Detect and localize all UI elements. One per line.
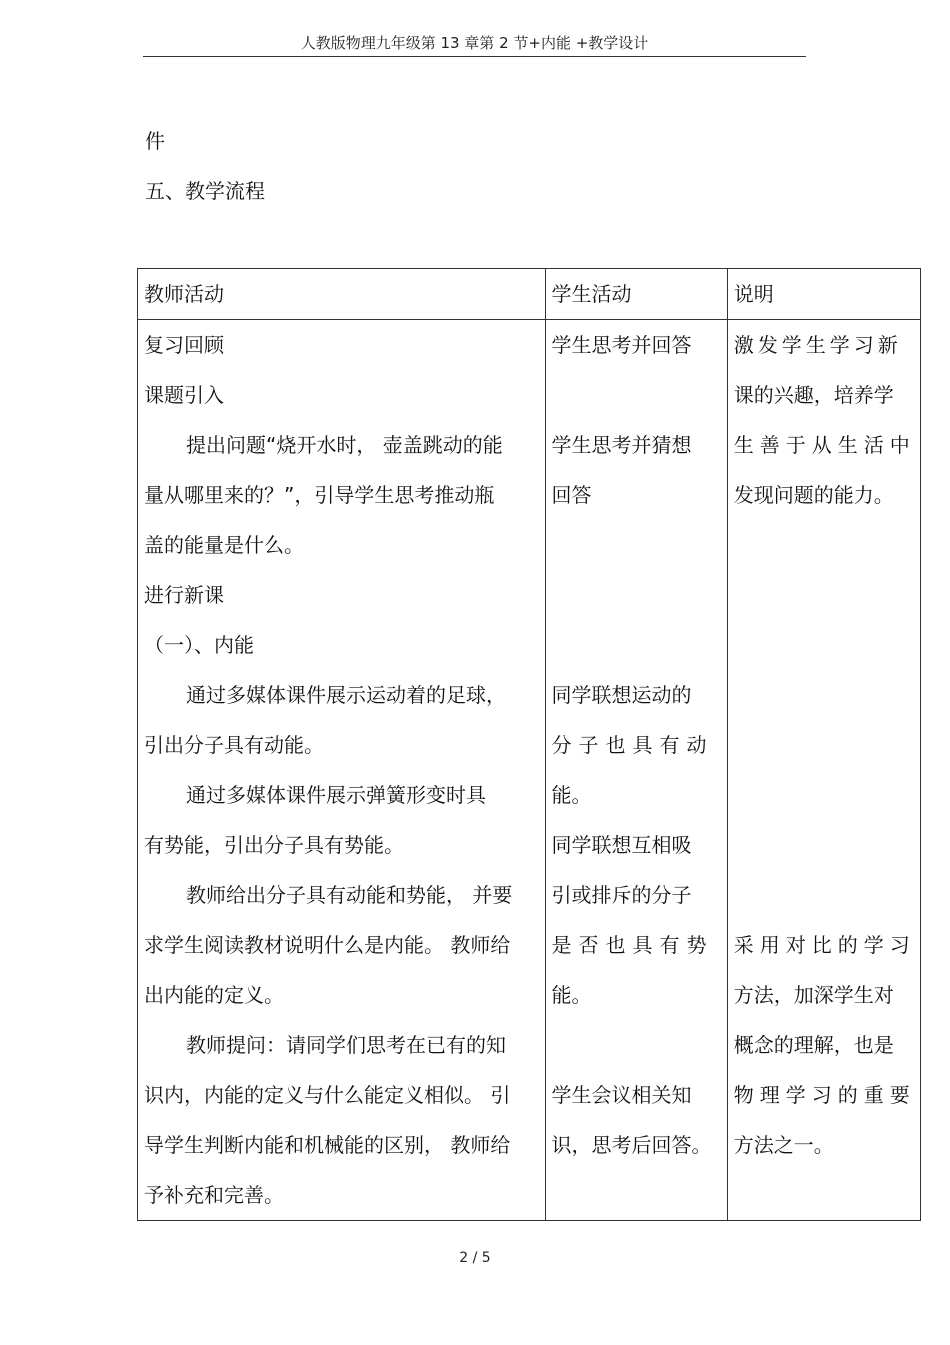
header-teacher-activity: 教师活动 bbox=[138, 269, 546, 320]
student-line: 学生会议相关知 bbox=[551, 1083, 692, 1107]
student-line: 是否也具有势 bbox=[551, 933, 714, 957]
teacher-line: 课题引入 bbox=[144, 383, 224, 407]
student-line: 学生思考并回答 bbox=[551, 333, 692, 357]
header-student-activity: 学生活动 bbox=[545, 269, 727, 320]
notes-line: 方法之一。 bbox=[733, 1133, 834, 1157]
notes-line bbox=[734, 1170, 914, 1220]
teacher-line: 识内，内能的定义与什么能定义相似。 引 bbox=[144, 1083, 511, 1107]
student-line bbox=[552, 570, 721, 620]
notes-line bbox=[734, 620, 914, 670]
student-line: 学生思考并猜想 bbox=[551, 433, 692, 457]
page-number: 2 / 5 bbox=[459, 1250, 491, 1266]
student-line bbox=[552, 1170, 721, 1220]
student-line: 识，思考后回答。 bbox=[551, 1133, 712, 1157]
notes-line: 课的兴趣，培养学 bbox=[733, 383, 894, 407]
teacher-line: 通过多媒体课件展示运动着的足球， bbox=[186, 683, 506, 707]
notes-line bbox=[734, 820, 914, 870]
teacher-line: 教师给出分子具有动能和势能， 并要 bbox=[186, 883, 513, 907]
notes-line bbox=[734, 520, 914, 570]
teacher-line: 求学生阅读教材说明什么是内能。 教师给 bbox=[144, 933, 511, 957]
student-activity-cell bbox=[545, 320, 727, 1221]
student-line: 分子也具有动 bbox=[551, 733, 714, 757]
student-line bbox=[552, 620, 721, 670]
teacher-line: 提出问题“烧开水时， 壶盖跳动的能 bbox=[186, 433, 503, 457]
teacher-line: 教师提问：请同学们思考在已有的知 bbox=[186, 1033, 506, 1057]
student-line: 能。 bbox=[551, 983, 592, 1007]
notes-line: 激发学生学习新 bbox=[733, 333, 902, 357]
notes-line: 采用对比的学习 bbox=[733, 933, 916, 957]
notes-line: 发现问题的能力。 bbox=[733, 483, 894, 507]
notes-cell bbox=[727, 320, 920, 1221]
teacher-line: 引出分子具有动能。 bbox=[144, 733, 324, 757]
teacher-line: 复习回顾 bbox=[144, 333, 224, 357]
page-header bbox=[143, 34, 806, 57]
teacher-line: 进行新课 bbox=[144, 583, 224, 607]
teacher-line: 盖的能量是什么。 bbox=[144, 533, 304, 557]
teacher-line: 量从哪里来的？”，引导学生思考推动瓶 bbox=[144, 483, 495, 507]
notes-line: 物理学习的重要 bbox=[733, 1083, 916, 1107]
header-notes: 说明 bbox=[727, 269, 920, 320]
section-heading: 五、教学流程 bbox=[145, 179, 265, 203]
student-line: 同学联想互相吸 bbox=[551, 833, 692, 857]
table-row bbox=[138, 320, 921, 1221]
teacher-line: 出内能的定义。 bbox=[144, 983, 284, 1007]
header-title: 人教版物理九年级第 13 章第 2 节+内能 +教学设计 bbox=[300, 34, 649, 52]
student-line bbox=[552, 520, 721, 570]
teacher-line: 有势能，引出分子具有势能。 bbox=[144, 833, 404, 857]
teacher-line: 通过多媒体课件展示弹簧形变时具 bbox=[186, 783, 486, 807]
table-header-row bbox=[138, 269, 921, 320]
student-line: 能。 bbox=[551, 783, 592, 807]
notes-line: 方法，加深学生对 bbox=[733, 983, 894, 1007]
notes-line bbox=[734, 870, 914, 920]
notes-line bbox=[734, 770, 914, 820]
student-line: 引或排斥的分子 bbox=[551, 883, 692, 907]
notes-line: 生善于从生活中 bbox=[733, 433, 916, 457]
student-line: 同学联想运动的 bbox=[551, 683, 692, 707]
teacher-line: 导学生判断内能和机械能的区别， 教师给 bbox=[144, 1133, 511, 1157]
student-line bbox=[552, 1020, 721, 1070]
teacher-activity-cell bbox=[138, 320, 546, 1221]
student-line bbox=[552, 370, 721, 420]
notes-line bbox=[734, 720, 914, 770]
notes-line: 概念的理解，也是 bbox=[733, 1033, 894, 1057]
notes-line bbox=[734, 570, 914, 620]
teacher-line: 予补充和完善。 bbox=[144, 1183, 284, 1207]
teaching-flow-table bbox=[137, 268, 921, 1221]
notes-line bbox=[734, 670, 914, 720]
body-text-fragment: 件 bbox=[145, 129, 165, 153]
student-line: 回答 bbox=[551, 483, 592, 507]
teacher-line: （一）、内能 bbox=[144, 633, 254, 657]
